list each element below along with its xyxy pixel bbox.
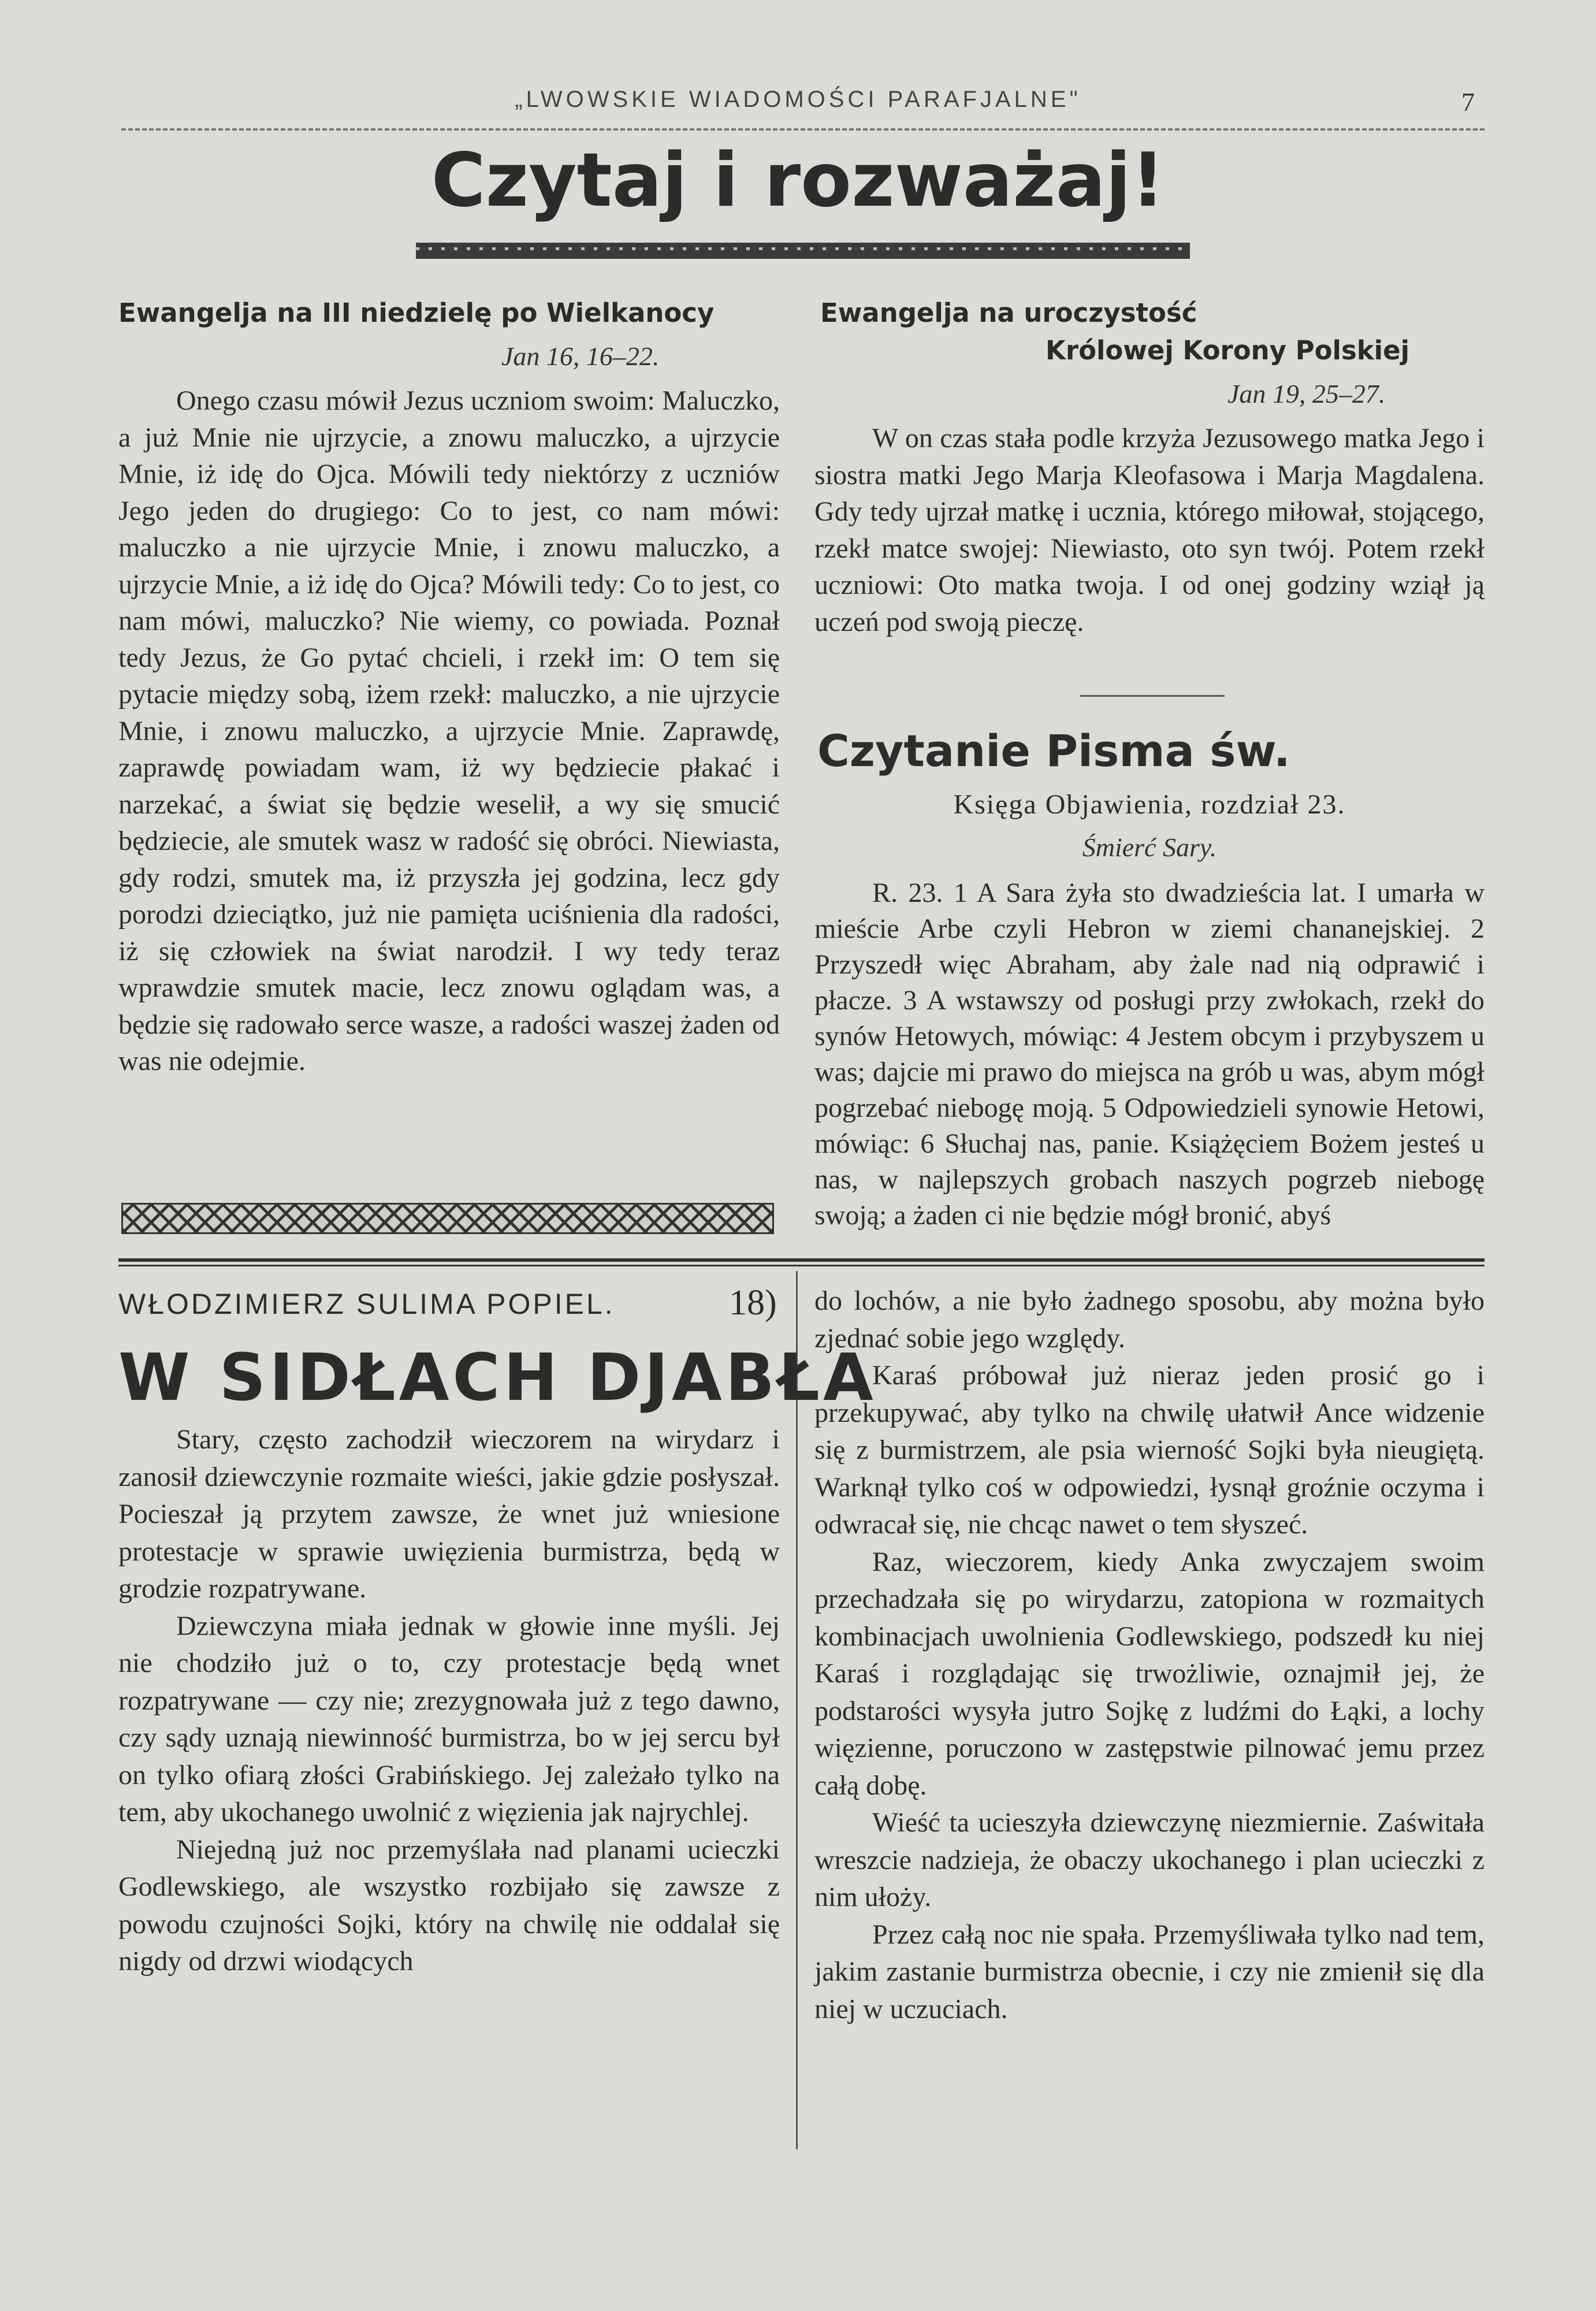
header-rule — [121, 128, 1485, 131]
running-title: „LWOWSKIE WIADOMOŚCI PARAFJALNE" — [515, 87, 1081, 112]
gospel-left-citation: Jan 16, 16–22. — [501, 341, 660, 371]
story-left-column — [118, 1421, 780, 1981]
gospel-right-heading-line2: Królowej Korony Polskiej — [1046, 335, 1410, 366]
story-paragraph: Dziewczyna miała jednak w głowie inne myśli. Jej nie chodziło już o to, czy protestacje będą wnet rozpatrywane — czy nie; zrezygnowała już z tego dawno, czy sądy uznają niewinność burmistrza, bo w jej sercu był on tylko ofiarą złości Grabińskiego. Jej zależało tylko na tem, aby ukochanego uwolnić z więzienia jak najrychlej. — [118, 1610, 780, 1827]
scripture-title: Czytanie Pisma św. — [817, 725, 1290, 776]
title-underline-bar — [416, 243, 1190, 259]
gospel-right-heading-line1: Ewangelja na uroczystość — [820, 298, 1197, 328]
gospel-right-text — [814, 420, 1485, 640]
story-paragraph: Wieść ta ucieszyła dziewczynę niezmiernie. Zaświtała wreszcie nadzieja, że obaczy ukochanego i plan ucieczki z nim ułoży. — [814, 1807, 1485, 1912]
section-rule — [1080, 695, 1225, 697]
story-title: W SIDŁACH DJABŁA — [118, 1340, 877, 1415]
ornament-divider — [121, 1203, 774, 1234]
story-paragraph: Karaś próbował już nieraz jeden prosić go i przekupywać, aby tylko na chwilę ułatwił Ance widzenie się z burmistrzem, ale psia wierność Sojki była nieugiętą. Warknął tylko coś w odpowiedzi, łysnął groźnie oczyma i odwracał się, nie chcąc nawet o tem słyszeć. — [814, 1360, 1485, 1540]
gospel-left-heading: Ewangelja na III niedzielę po Wielkanocy — [118, 298, 715, 328]
gospel-left-text — [118, 382, 780, 1080]
scripture-subtitle: Śmierć Sary. — [1082, 833, 1217, 862]
story-episode: 18) — [729, 1283, 777, 1322]
story-author: WŁODZIMIERZ SULIMA POPIEL. — [118, 1288, 615, 1320]
main-title: Czytaj i rozważaj! — [431, 138, 1165, 224]
scripture-text — [814, 875, 1485, 1233]
scripture-book: Księga Objawienia, rozdział 23. — [953, 789, 1346, 820]
story-paragraph: Niejedną już noc przemyślała nad planami ucieczki Godlewskiego, ale wszystko rozbijało się zawsze z powodu czujności Sojki, który na chwilę nie oddalał się nigdy od drzwi wiodących — [118, 1834, 780, 1976]
scripture-paragraph: R. 23. 1 A Sara żyła sto dwadzieścia lat. I umarła w mieście Arbe czyli Hebron w ziemi chananejskiej. 2 Przyszedł więc Abraham, aby żale nad nią odprawić i płacze. 3 A wstawszy od posługi przy zwłokach, rzekł do synów Hetowych, mówiąc: 4 Jestem obcym i przybyszem u was; dajcie mi prawo do miejsca na grób u was, abym mógł pogrzebać niebogę moją. 5 Odpowiedzieli synowie Hetowi, mówiąc: 6 Słuchaj nas, panie. Książęciem Bożem jesteś u nas, w najlepszych grobach naszych pogrzeb niebogę swoją; a żaden ci nie będzie mógł bronić, abyś — [814, 878, 1485, 1231]
page-number: 7 — [1461, 87, 1475, 117]
story-paragraph: Stary, często zachodził wieczorem na wirydarz i zanosił dziewczynie rozmaite wieści, jakie gdzie posłyszał. Pocieszał ją przytem zawsze, że wnet już wniesione protestacje w sprawie uwięzienia burmistrza, będą w grodzie rozpatrywane. — [118, 1424, 780, 1604]
story-paragraph: Raz, wieczorem, kiedy Anka zwyczajem swoim przechadzała się po wirydarzu, zatopiona w rozmaitych kombinacjach uwolnienia Godlewskiego, podszedł ku niej Karaś i rozglądając się trwożliwie, oznajmił jej, że podstarości wysyła jutro Sojkę z ludźmi do Łąki, a lochy więzienne, poruczono w zastępstwie pilnować jemu przez całą dobę. — [814, 1546, 1485, 1801]
gospel-right-citation: Jan 19, 25–27. — [1227, 379, 1386, 408]
gospel-left-paragraph: Onego czasu mówił Jezus uczniom swoim: Maluczko, a już Mnie nie ujrzycie, a znowu maluczko, a ujrzycie Mnie, iż idę do Ojca. Mówili tedy niektórzy z uczniów Jego jeden do drugiego: Co to jest, co nam mówi: maluczko a nie ujrzycie Mnie, i znowu maluczko, a ujrzycie Mnie, a iż idę do Ojca? Mówili tedy: Co to jest, co nam mówi, maluczko? Nie wiemy, co powiada. Poznał tedy Jezus, że Go pytać chcieli, i rzekł im: O tem się pytacie między sobą, iżem rzekł: maluczko, a nie ujrzycie Mnie, i znowu maluczko, a ujrzycie Mnie. Zaprawdę, zaprawdę powiadam wam, iż wy będziecie płakać i narzekać, a świat się będzie weselił, a wy się smucić będziecie, ale smutek wasz w radość się obróci. Niewiasta, gdy rodzi, smutek ma, iż przyszła jej godzina, lecz gdy porodzi dzieciątko, już nie pamięta uciśnienia dla radości, iż się człowiek na świat narodził. I wy tedy teraz wprawdzie smutek macie, lecz znowu oglądam was, a będzie się radowało serce wasze, a radości waszej żaden od was nie odejmie. — [118, 385, 780, 1076]
gospel-right-paragraph: W on czas stała podle krzyża Jezusowego matka Jego i siostra matki Jego Marja Kleofasowa i Marja Magdalena. Gdy tedy ujrzał matkę i ucznia, którego miłował, stojącego, rzekł matce swojej: Niewiasto, oto syn twój. Potem rzekł uczniowi: Oto matka twoja. I od onej godziny wziął ją uczeń pod swoją pieczę. — [814, 423, 1485, 637]
story-right-column — [814, 1283, 1485, 2028]
story-paragraph: Przez całą noc nie spała. Przemyśliwała tylko nad tem, jakim zastanie burmistrza obecnie, i czy nie zmienił się dla niej w uczuciach. — [814, 1919, 1485, 2024]
section-double-rule — [118, 1258, 1485, 1266]
story-paragraph: do lochów, a nie było żadnego sposobu, aby można było zjednać sobie jego względy. — [814, 1285, 1485, 1354]
